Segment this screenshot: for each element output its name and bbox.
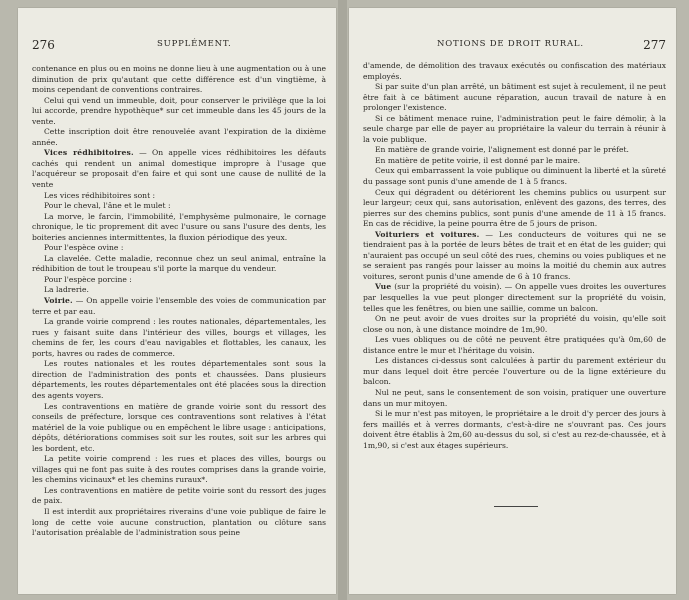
- paragraph: [363, 82, 666, 114]
- paragraph-text: On ne peut avoir de vues droites sur la propriété du voisin, qu'elle soit close ou non, à une distance moindre de 1m,90.: [363, 314, 666, 334]
- book-gutter: [338, 0, 347, 600]
- paragraph: [363, 114, 666, 146]
- section-heading: Voirie.: [44, 296, 73, 306]
- paragraph: [363, 314, 666, 335]
- section-heading: Voituriers et voitures.: [375, 229, 480, 239]
- right-page-header: [363, 38, 666, 52]
- paragraph: [363, 145, 666, 156]
- paragraph-text: La clavelée. Cette maladie, reconnue chez un seul animal, entraîne la rédhibition de tout le troupeau s'il porte la marque du vendeur.: [32, 253, 326, 274]
- left-page: [18, 8, 336, 594]
- paragraph-text: Si le mur n'est pas mitoyen, le propriétaire a le droit d'y percer des jours à fers maillés et à verres dormants, c'est-à-dire ne s'ouvrant pas. Ces jours doivent être établis à 2m,60 au-dessus du sol, si c'est au rez-de-chaussée, et à 1m,90, si c'est aux étages supérieurs.: [363, 409, 666, 450]
- paragraph-text: Ceux qui dégradent ou détériorent les chemins publics ou usurpent sur leur largeur; ceux qui, sans autorisation, enlèvent des gazons, des terres, des pierres sur des chemins publics, sont punis d'une amende de 11 à 15 francs. En cas de récidive, la peine pourra être de 5 jours de prison.: [363, 187, 666, 229]
- right-page-body: [363, 61, 666, 451]
- paragraph: [32, 454, 326, 486]
- paragraph-text: Les vues obliques ou de côté ne peuvent être pratiquées qu'à 0m,60 de distance entre le mur et l'héritage du voisin.: [363, 335, 666, 355]
- paragraph-text: — On appelle voirie l'ensemble des voies de communication par terre et par eau.: [32, 296, 326, 316]
- left-page-header: [32, 38, 326, 52]
- paragraph: [32, 254, 326, 275]
- paragraph-text: Pour l'espèce ovine :: [44, 243, 124, 253]
- paragraph-text: Les vices rédhibitoires sont :: [44, 190, 156, 200]
- paragraph-text: Il est interdit aux propriétaires riverains d'une voie publique de faire le long de cette voie aucune construction, plantation ou clôture sans l'autorisation préalable de l'administration sous peine: [32, 506, 326, 538]
- paragraph-text: (sur la propriété du voisin). — On appelle vues droites les ouvertures par lesquelles la vue peut plonger directement sur la propriété du voisin, telles que les fenêtres, ou bien une saillie, comme un balcon.: [363, 282, 666, 313]
- paragraph: [32, 275, 326, 286]
- paragraph-text: Les distances ci-dessus sont calculées à partir du parement extérieur du mur dans lequel doit être percée l'ouverture ou de la ligne extérieure du balcon.: [363, 356, 666, 387]
- paragraph: [363, 356, 666, 388]
- paragraph-text: Si ce bâtiment menace ruine, l'administration peut le faire démolir, à la seule charge par elle de payer au propriétaire la valeur du terrain à réunir à la voie publique.: [363, 113, 666, 144]
- section-heading: Vices rédhibitoires.: [44, 148, 134, 158]
- paragraph: [363, 230, 666, 283]
- paragraph: [363, 388, 666, 409]
- paragraph-text: Celui qui vend un immeuble, doit, pour conserver le privilège que la loi lui accorde, prendre hypothèque* sur cet immeuble dans les 45 jours de la vente.: [32, 95, 326, 126]
- section-end-rule: [494, 506, 538, 507]
- paragraph: [32, 243, 326, 254]
- section-heading: Vue: [375, 282, 392, 292]
- right-running-title: NOTIONS DE DROIT RURAL.: [437, 39, 584, 49]
- paragraph: [363, 156, 666, 167]
- paragraph-text: — On appelle vices rédhibitoires les défauts cachés qui rendent un animal domestique impropre à l'usage que l'acquéreur se proposait d'en faire et qui sont une cause de nullité de la vente: [32, 148, 326, 190]
- paragraph-text: En matière de petite voirie, il est donné par le maire.: [375, 155, 581, 165]
- paragraph-text: Pour l'espèce porcine :: [44, 274, 132, 284]
- paragraph: [32, 296, 326, 317]
- paragraph: [363, 409, 666, 451]
- paragraph-text: Les contraventions en matière de petite voirie sont du ressort des juges de paix.: [32, 485, 326, 506]
- paragraph-text: Cette inscription doit être renouvelée avant l'expiration de la dixième année.: [32, 127, 326, 147]
- left-page-body: [32, 64, 326, 539]
- paragraph: [32, 64, 326, 96]
- paragraph: [32, 127, 326, 148]
- left-running-title: SUPPLÉMENT.: [157, 39, 232, 49]
- right-page-number: 277: [643, 38, 666, 52]
- paragraph-text: La petite voirie comprend : les rues et places des villes, bourgs ou villages qui ne font pas suite à des routes comprises dans la grande voirie, les chemins vicinaux* et les chemins ruraux*.: [32, 454, 326, 485]
- paragraph: [32, 191, 326, 202]
- right-page: [349, 8, 676, 594]
- paragraph: [32, 507, 326, 539]
- paragraph: [32, 402, 326, 455]
- paragraph: [32, 148, 326, 190]
- paragraph: [32, 96, 326, 128]
- paragraph: [32, 212, 326, 244]
- paragraph-text: Les contraventions en matière de grande voirie sont du ressort des conseils de préfecture, lorsque ces contraventions sont relatives à l'état matériel de la voie publique ou en empêchent le libre usage : anticipations, dépôts, détériorations commises soit sur les routes, soit sur les arbres qui les bordent, etc.: [32, 401, 326, 453]
- paragraph-text: La ladrerie.: [44, 285, 89, 295]
- paragraph: [32, 317, 326, 359]
- paragraph-text: Pour le cheval, l'âne et le mulet :: [44, 201, 171, 211]
- paragraph: [32, 201, 326, 212]
- paragraph-text: Nul ne peut, sans le consentement de son voisin, pratiquer une ouverture dans un mur mitoyen.: [363, 387, 666, 408]
- paragraph-text: La grande voirie comprend : les routes nationales, départementales, les rues y faisant suite dans l'intérieur des villes, bourgs et villages, les chemins de fer, les cours d'eau navigables et flottables, les canaux, les ports, havres ou rades de commerce.: [32, 317, 326, 358]
- paragraph: [363, 335, 666, 356]
- paragraph: [363, 282, 666, 314]
- paragraph-text: — Les conducteurs de voitures qui ne se tiendraient pas à la portée de leurs bêtes de trait et en état de les guider; qui n'auraient pas occupé un seul côté des rues, chemins ou voies publiques et ne se seraient pas rangés pour laisser au moins la moitié du chemin aux autres voitures, seront punis d'une amende de 6 à 10 francs.: [363, 229, 666, 281]
- paragraph-text: La morve, le farcin, l'immobilité, l'emphysème pulmonaire, le cornage chronique, le tic proprement dit avec l'usure ou sans l'usure des dents, les boiteries anciennes intermittentes, la fluxion périodique des yeux.: [32, 211, 326, 242]
- paragraph-text: Les routes nationales et les routes départementales sont sous la direction de l'administration des ponts et chaussées. Dans plusieurs départements, les routes départementales ont été placées sous la direction des agents voyers.: [32, 359, 326, 400]
- paragraph-text: Ceux qui embarrassent la voie publique ou diminuent la liberté et la sûreté du passage sont punis d'une amende de 1 à 5 francs.: [363, 166, 666, 187]
- paragraph: [363, 61, 666, 82]
- paragraph-text: Si par suite d'un plan arrêté, un bâtiment est sujet à reculement, il ne peut être fait à ce bâtiment aucune réparation, aucun travail de nature à en prolonger l'existence.: [363, 82, 666, 113]
- paragraph: [32, 486, 326, 507]
- paragraph-text: contenance en plus ou en moins ne donne lieu à une augmentation ou à une diminution de prix qu'autant que cette différence est d'un vingtième, à moins cependant de conventions contraires.: [32, 64, 326, 95]
- paragraph: [363, 166, 666, 187]
- paragraph-text: En matière de grande voirie, l'alignement est donné par le préfet.: [375, 145, 629, 155]
- paragraph: [32, 285, 326, 296]
- left-page-number: 276: [32, 38, 55, 52]
- paragraph: [32, 359, 326, 401]
- paragraph: [363, 188, 666, 230]
- paragraph-text: d'amende, de démolition des travaux exécutés ou confiscation des matériaux employés.: [363, 61, 666, 81]
